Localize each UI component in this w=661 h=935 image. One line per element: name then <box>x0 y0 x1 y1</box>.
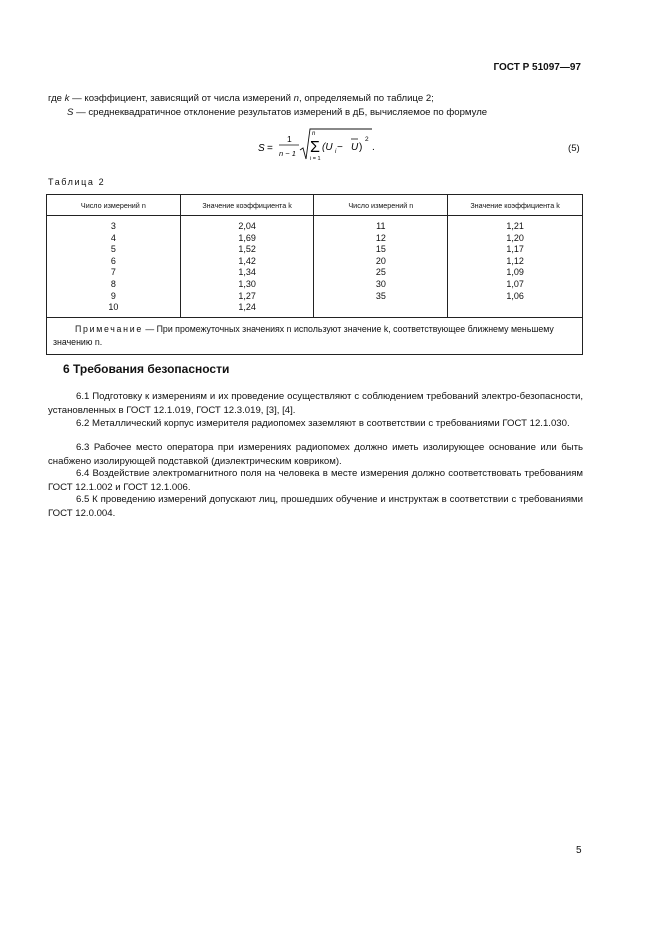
header-n-1: Число измерений n <box>47 195 181 216</box>
section-title: 6 Требования безопасности <box>63 362 230 376</box>
table-caption: Таблица 2 <box>48 177 106 187</box>
definition-k-n: n <box>293 93 300 104</box>
table-cell: 1,09 <box>506 267 524 278</box>
table-cell: 1,52 <box>238 244 256 255</box>
formula-power: 2 <box>365 136 369 143</box>
header-k-2: Значение коэффициента k <box>448 195 583 216</box>
coefficient-table <box>46 194 583 355</box>
definition-k-suffix: , определяемый по таблице 2; <box>299 93 434 104</box>
table-cell: 1,07 <box>506 278 524 289</box>
table-cell: 4 <box>110 232 116 243</box>
table-cell: 11 <box>376 221 386 231</box>
column-k-1 <box>180 216 314 318</box>
definition-k-prefix: где <box>48 93 65 104</box>
table-header-row <box>47 195 583 216</box>
table-cell: 1,12 <box>506 255 524 266</box>
table-data-row <box>47 216 583 318</box>
table-cell: 1,20 <box>506 232 524 243</box>
table-cell: 2,04 <box>238 221 256 231</box>
formula-sub: i <box>335 149 337 155</box>
formula-lhs: S <box>258 143 265 154</box>
column-n-2 <box>314 216 448 318</box>
paragraph-text: 6.3 Рабочее место оператора при измерениях радиопомех должно иметь изолирующее основание или быть снабжено изолирующей подставкой (диэлектрическим ковриком). <box>48 442 583 467</box>
definition-s-text: — среднеквадратичное отклонение результатов измерений в дБ, вычисляемое по формуле <box>73 107 488 118</box>
definition-s-symbol: S <box>67 107 74 118</box>
table-cell: 1,24 <box>238 302 256 313</box>
table-cell: 25 <box>375 267 386 278</box>
formula-denominator: n − 1 <box>279 149 296 158</box>
table-cell: 30 <box>375 278 386 289</box>
table-cell: 8 <box>110 278 116 289</box>
formula-sigma: Σ <box>310 139 320 156</box>
formula-sum-upper: n <box>312 131 316 137</box>
header-n-2: Число измерений n <box>314 195 448 216</box>
formula-ubar: U <box>351 142 359 153</box>
formula-body: (U <box>322 142 333 153</box>
formula-close: ) <box>359 142 363 153</box>
table-note <box>47 317 583 354</box>
table-cell: 1,69 <box>238 232 256 243</box>
definition-k-symbol: k <box>64 93 70 104</box>
paragraph-text: 6.5 К проведению измерений допускают лиц, прошедших обучение и инструктаж в соответствии с требованиями ГОСТ 12.0.004. <box>48 494 583 519</box>
paragraph-text: 6.2 Металлический корпус измерителя радиопомех заземляют в соответствии с требованиями ГОСТ 12.1.030. <box>76 418 570 429</box>
table-cell: 5 <box>110 244 116 255</box>
table-cell: 1,27 <box>238 290 256 301</box>
paragraph-6-3 <box>48 441 583 468</box>
paragraph-6-4 <box>48 467 583 494</box>
table-cell: 1,17 <box>506 244 524 255</box>
note-text: — При промежуточных значениях n используют значение k, соответствующее ближнему меньшему значению n. <box>53 323 554 347</box>
formula-svg <box>258 126 388 170</box>
table-cell: 1,30 <box>238 278 256 289</box>
paragraph-6-1 <box>48 390 583 417</box>
definition-k-text: — коэффициент, зависящий от числа измерений <box>69 93 294 104</box>
table-cell: 20 <box>375 255 386 266</box>
formula-numerator: 1 <box>287 134 292 144</box>
formula-eq: = <box>267 143 273 154</box>
table-cell: 15 <box>375 244 386 255</box>
paragraph-text: 6.4 Воздействие электромагнитного поля на человека в месте измерения должно соответствовать требованиям ГОСТ 12.1.002 и ГОСТ 12.1.006. <box>48 468 583 493</box>
table-cell: 1,21 <box>506 221 524 231</box>
formula-5 <box>258 126 388 170</box>
formula-sum-lower: i = 1 <box>310 156 321 162</box>
table-cell: 1,06 <box>506 290 524 301</box>
page-number: 5 <box>576 845 582 856</box>
definition-k <box>48 93 434 104</box>
paragraph-6-5 <box>48 493 583 520</box>
definition-s <box>67 107 487 118</box>
table-cell: 1,42 <box>238 255 256 266</box>
table-cell: 1,34 <box>238 267 256 278</box>
table-note-row <box>47 317 583 354</box>
table-cell: 9 <box>110 290 116 301</box>
column-k-2 <box>448 216 583 318</box>
formula-dot: . <box>372 142 375 153</box>
column-n-1 <box>47 216 181 318</box>
header-k-1: Значение коэффициента k <box>180 195 314 216</box>
table-cell: 3 <box>110 221 116 231</box>
paragraph-text: 6.1 Подготовку к измерениям и их проведение осуществляют с соблюдением требований электро-безопасности, установленных в ГОСТ 12.1.019, ГОСТ 12.3.019, [3], [4]. <box>48 391 583 416</box>
table-cell: 10 <box>108 302 119 313</box>
note-label: Примечание <box>75 323 143 334</box>
paragraph-6-2 <box>48 417 583 431</box>
equation-number: (5) <box>568 143 580 154</box>
formula-minus: − <box>337 142 343 153</box>
table-cell: 12 <box>375 232 386 243</box>
table-cell: 35 <box>375 290 386 301</box>
table-cell: 7 <box>110 267 116 278</box>
table-cell: 6 <box>110 255 116 266</box>
document-code: ГОСТ Р 51097—97 <box>493 62 581 73</box>
